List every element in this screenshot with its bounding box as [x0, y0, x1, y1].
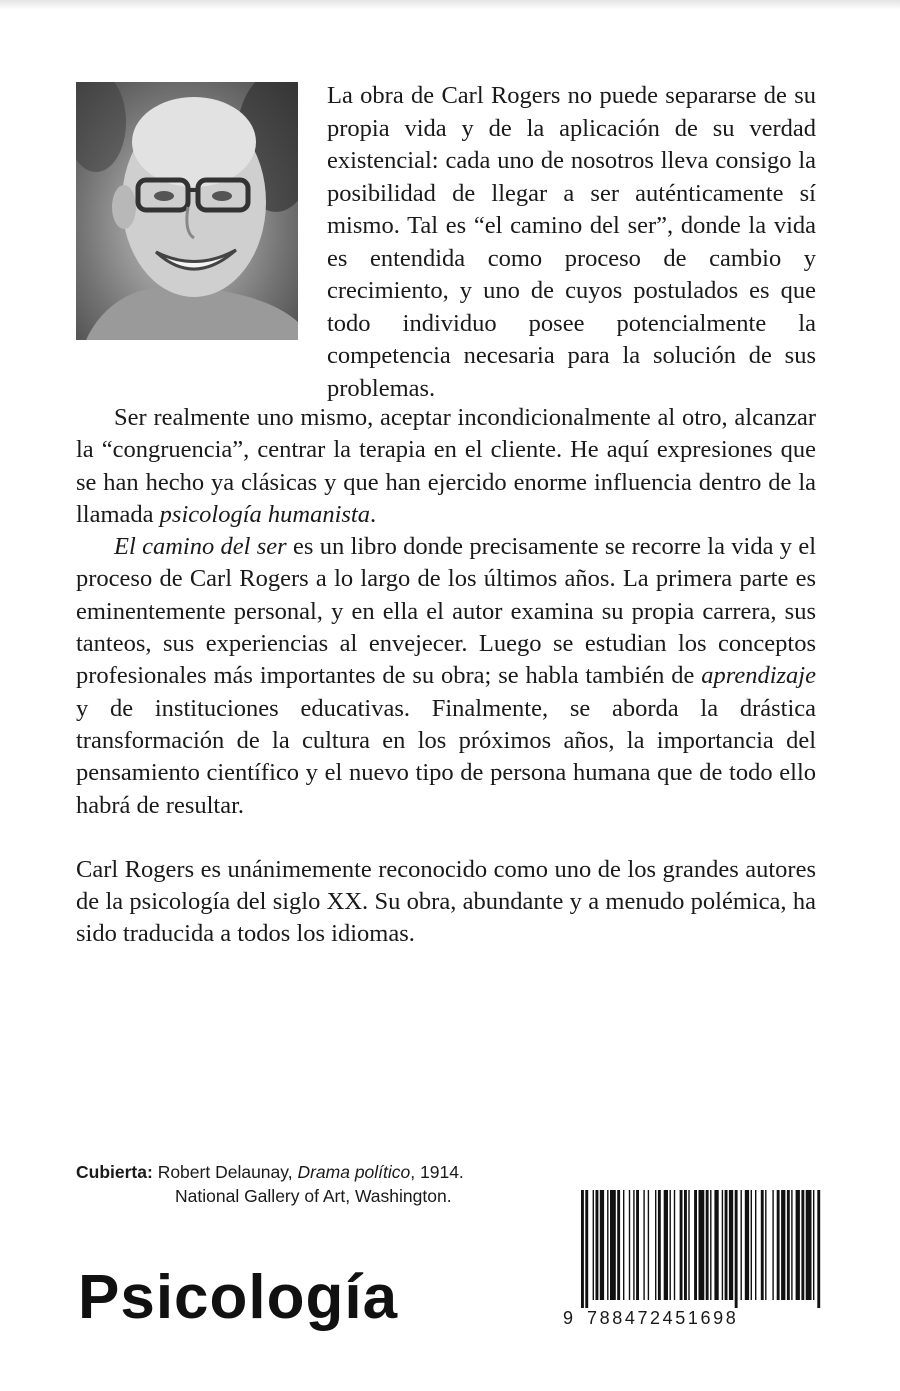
- barcode-bar: [664, 1190, 668, 1300]
- portrait-drawing: [76, 82, 298, 340]
- barcode-bar: [813, 1190, 814, 1300]
- barcode-bar: [755, 1190, 756, 1300]
- barcode-bar: [648, 1190, 649, 1300]
- barcode-bar: [688, 1190, 689, 1300]
- barcode-bar: [674, 1190, 675, 1300]
- cover-credit-work: Drama político: [297, 1162, 411, 1182]
- barcode-bar: [781, 1190, 785, 1300]
- barcode-bar: [714, 1190, 718, 1300]
- barcode-bar: [643, 1190, 644, 1300]
- barcode-bar: [684, 1190, 687, 1300]
- top-edge-shadow: [0, 0, 900, 10]
- isbn-digits: 788472451698: [587, 1308, 739, 1328]
- barcode-bar: [765, 1190, 766, 1300]
- barcode-bar: [629, 1190, 630, 1300]
- barcode-bar: [581, 1190, 584, 1308]
- body-text: [76, 402, 816, 951]
- barcode-bar: [610, 1190, 616, 1300]
- cover-credit-artist: Robert Delaunay,: [157, 1162, 298, 1182]
- barcode-bar: [600, 1190, 604, 1300]
- barcode-bar: [636, 1190, 639, 1300]
- cover-credit-line-1: [76, 1160, 464, 1184]
- paragraph-book-summary: [76, 531, 816, 822]
- intro-paragraph: La obra de Carl Rogers no puede separarse de su propia vida y de la aplicación de su verdad existencial: cada uno de nosotros lleva consigo la posibilidad de llegar a ser auténticamente sí mismo. Tal es “el camino del ser”, donde la vida es entendida como proceso de cambio y crecimiento, y uno de cuyos postulados es que todo individuo posee potencialmente la competencia necesaria para la solución de sus problemas.: [327, 82, 816, 402]
- paragraph-summary-text-a: es un libro donde precisamente se recorre la vida y el proceso de Carl Rogers a lo largo de los últimos años. La primera parte es eminentemente personal, y en ella el autor examina su propia carrera, sus tanteos, sus experiencias al envejecer. Luego se estudian los conceptos profesionales más importantes de su obra; se habla también de: [76, 533, 816, 690]
- author-portrait: [76, 82, 298, 340]
- barcode-bar: [735, 1190, 738, 1308]
- series-title: Psicología: [78, 1263, 399, 1332]
- barcode-bar: [791, 1190, 792, 1300]
- barcode-bar: [655, 1190, 656, 1300]
- barcode-bar: [777, 1190, 780, 1300]
- barcode-bar: [670, 1190, 671, 1300]
- paragraph-humanist-psychology: [76, 402, 816, 531]
- barcode-bar: [694, 1190, 697, 1300]
- barcode-bar: [787, 1190, 790, 1300]
- cover-credit-location: National Gallery of Art, Washington.: [175, 1186, 452, 1206]
- book-title-italic: El camino del ser: [114, 533, 287, 561]
- barcode-bar: [745, 1190, 749, 1300]
- isbn-first-digit: 9: [563, 1308, 574, 1328]
- barcode-bar: [585, 1190, 588, 1308]
- barcode-bar: [761, 1190, 764, 1300]
- barcode-bar: [623, 1190, 624, 1300]
- isbn-barcode: [563, 1190, 825, 1338]
- cover-credit-year: , 1914.: [410, 1162, 464, 1182]
- barcode-bar: [593, 1190, 594, 1300]
- barcode-bar: [796, 1190, 800, 1300]
- barcode-bar: [706, 1190, 709, 1300]
- barcode-bar: [722, 1190, 723, 1300]
- humanist-term: psicología humanista: [159, 500, 370, 528]
- barcode-bar: [806, 1190, 812, 1300]
- learning-term: aprendizaje: [701, 662, 816, 690]
- paragraph-author-recognition: Carl Rogers es unánimemente reconocido como uno de los grandes autores de la psicología del siglo XX. Su obra, abundante y a menudo polémica, ha sido traducida a todos los idiomas.: [76, 855, 816, 948]
- paragraph-humanist-text: Ser realmente uno mismo, aceptar incondicionalmente al otro, alcanzar la “congruencia”, centrar la terapia en el cliente. He aquí expresiones que se han hecho ya clásicas y que han ejercido enorme influencia dentro de la llamada: [76, 404, 816, 528]
- barcode-bar: [607, 1190, 608, 1300]
- barcode-bar: [596, 1190, 599, 1300]
- paragraph-humanist-end: .: [369, 500, 377, 528]
- barcode-bar: [633, 1190, 634, 1300]
- cover-credit: [76, 1160, 464, 1208]
- barcode-bar: [658, 1190, 661, 1300]
- paragraph-summary-text-b: y de instituciones educativas. Finalmente, se aborda la drástica transformación de la cultura en los próximos años, la importancia del pensamiento científico y el nuevo tipo de persona humana que de todo ello habrá de resultar.: [76, 694, 816, 819]
- barcode-bar: [617, 1190, 620, 1300]
- cover-credit-label: Cubierta:: [76, 1162, 153, 1182]
- barcode-bar: [710, 1190, 711, 1300]
- barcode-bar: [680, 1190, 683, 1300]
- barcode-bar: [741, 1190, 742, 1300]
- barcode-bar: [801, 1190, 804, 1300]
- barcode-bar: [751, 1190, 752, 1300]
- barcode-bar: [699, 1190, 705, 1300]
- barcode-bars: [581, 1190, 823, 1308]
- barcode-bar: [729, 1190, 733, 1300]
- barcode-bar: [772, 1190, 773, 1300]
- barcode-bar: [817, 1190, 820, 1308]
- barcode-bar: [725, 1190, 728, 1300]
